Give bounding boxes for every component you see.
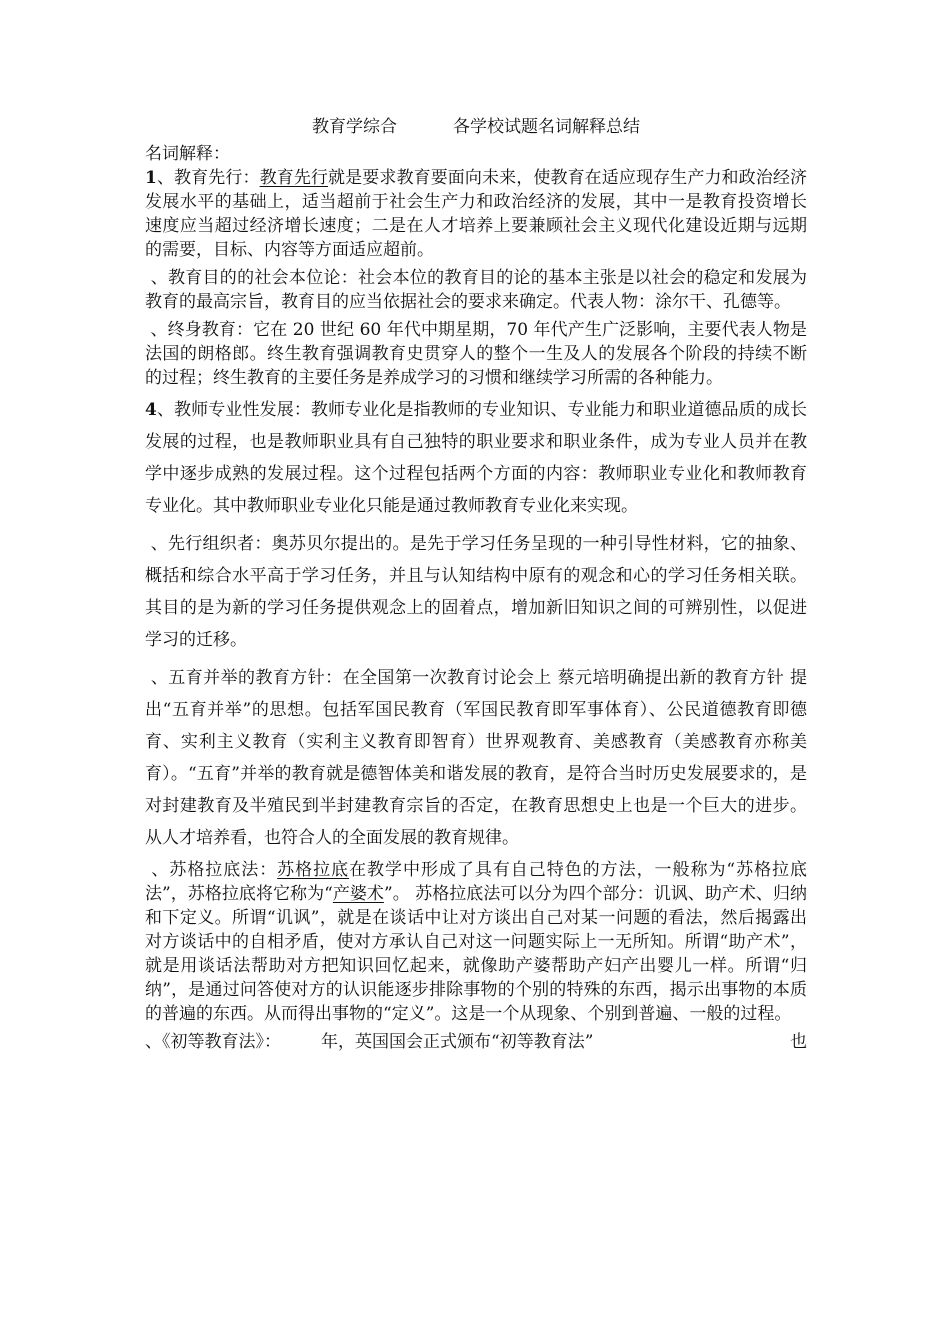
item-3 (145, 318, 807, 390)
item-7-text: ”。 苏格拉底法可以分为四个部分：讥讽、助产术、归纳和下定义。所谓“讥讽”，就是在谈话中让对方谈出自己对某一问题的看法，然后揭露出对方谈话中的自相矛盾，使对方承认自己对这一问题实际上一无所知。所谓“助产术”，就是用谈话法帮助对方把知识回忆起来，就像助产婆帮助产妇产出婴儿一样。所谓“归纳”，是通过问答使对方的认识能逐步排除事物的个别的特殊的东西，揭示出事物的本质的普遍的东西。从而得出事物的“定义”。这是一个从现象、个别到普遍、一般的过程。 (145, 884, 808, 1024)
item-4 (145, 394, 807, 522)
item-8-end: 也 (790, 1032, 807, 1052)
item-7 (145, 858, 807, 1026)
document-page (145, 112, 807, 1054)
item-1-text: 就是要求教育要面向未来，使教育在适应现存生产力和政治经济发展水平的基础上，适当超前于社会生产力和政治经济的发展，其中一是教育投资增长速度应当超过经济增长速度；二是在人才培养上要兼顾社会主义现代化建设近期与远期的需要，目标、内容等方面适应超前。 (145, 168, 807, 260)
item-8-term: 、《初等教育法》： (145, 1032, 281, 1052)
underlined-term: 苏格拉底 (277, 860, 350, 880)
underlined-term-2: 产婆术 (332, 884, 384, 904)
item-1-term: 、教育先行： (156, 168, 260, 188)
document-title (145, 112, 807, 142)
item-7-mid: 在教学中形成了具有自己特色的方法，一般称为“苏格拉底法”，苏格拉底将它称为“ (145, 860, 808, 904)
item-3-text: 、终身教育：它在 20 世纪 60 年代中期星期，70 年代产生广泛影响，主要代表人物是法国的朗格郎。终生教育强调教育史贯穿人的整个一生及人的发展各个阶段的持续不断的过程；终生教育的主要任务是养成学习的习惯和继续学习所需的各种能力。 (145, 320, 808, 388)
item-7-term: 、苏格拉底法： (151, 860, 278, 880)
item-6-text: 、五育并举的教育方针：在全国第一次教育讨论会上 蔡元培明确提出新的教育方针 提出“五育并举”的思想。包括军国民教育（军国民教育即军事体育）、公民道德教育即德育、实利主义教育（实利主义教育即智育）世界观教育、美感教育（美感教育亦称美育）。“五育”并举的教育就是德智体美和谐发展的教育，是符合当时历史发展要求的，是对封建教育及半殖民到半封建教育宗旨的否定，在教育思想史上也是一个巨大的进步。从人才培养看，也符合人的全面发展的教育规律。 (145, 668, 808, 848)
item-6 (145, 662, 807, 854)
item-5 (145, 528, 807, 656)
item-8-text: 年，英国国会正式颁布“初等教育法” (321, 1032, 594, 1052)
item-number: 1 (145, 168, 157, 188)
item-2-text: 、教育目的的社会本位论：社会本位的教育目的论的基本主张是以社会的稳定和发展为教育的最高宗旨，教育目的应当依据社会的要求来确定。代表人物：涂尔干、孔德等。 (145, 268, 808, 312)
section-heading: 名词解释： (145, 144, 230, 164)
item-number: 4 (145, 400, 157, 420)
title-right: 各学校试题名词解释总结 (453, 117, 640, 137)
item-1 (145, 166, 807, 262)
item-8 (145, 1030, 807, 1054)
underlined-term: 教育先行 (259, 168, 329, 188)
item-2 (145, 266, 807, 314)
item-4-text: 、教师专业性发展：教师专业化是指教师的专业知识、专业能力和职业道德品质的成长发展的过程，也是教师职业具有自己独特的职业要求和职业条件，成为专业人员并在教学中逐步成熟的发展过程。这个过程包括两个方面的内容：教师职业专业化和教师教育专业化。其中教师职业专业化只能是通过教师教育专业化来实现。 (145, 400, 807, 516)
item-5-text: 、先行组织者：奥苏贝尔提出的。是先于学习任务呈现的一种引导性材料，它的抽象、概括和综合水平高于学习任务，并且与认知结构中原有的观念和心的学习任务相关联。其目的是为新的学习任务提供观念上的固着点，增加新旧知识之间的可辨别性，以促进学习的迁移。 (145, 534, 808, 650)
title-left: 教育学综合 (312, 117, 397, 137)
